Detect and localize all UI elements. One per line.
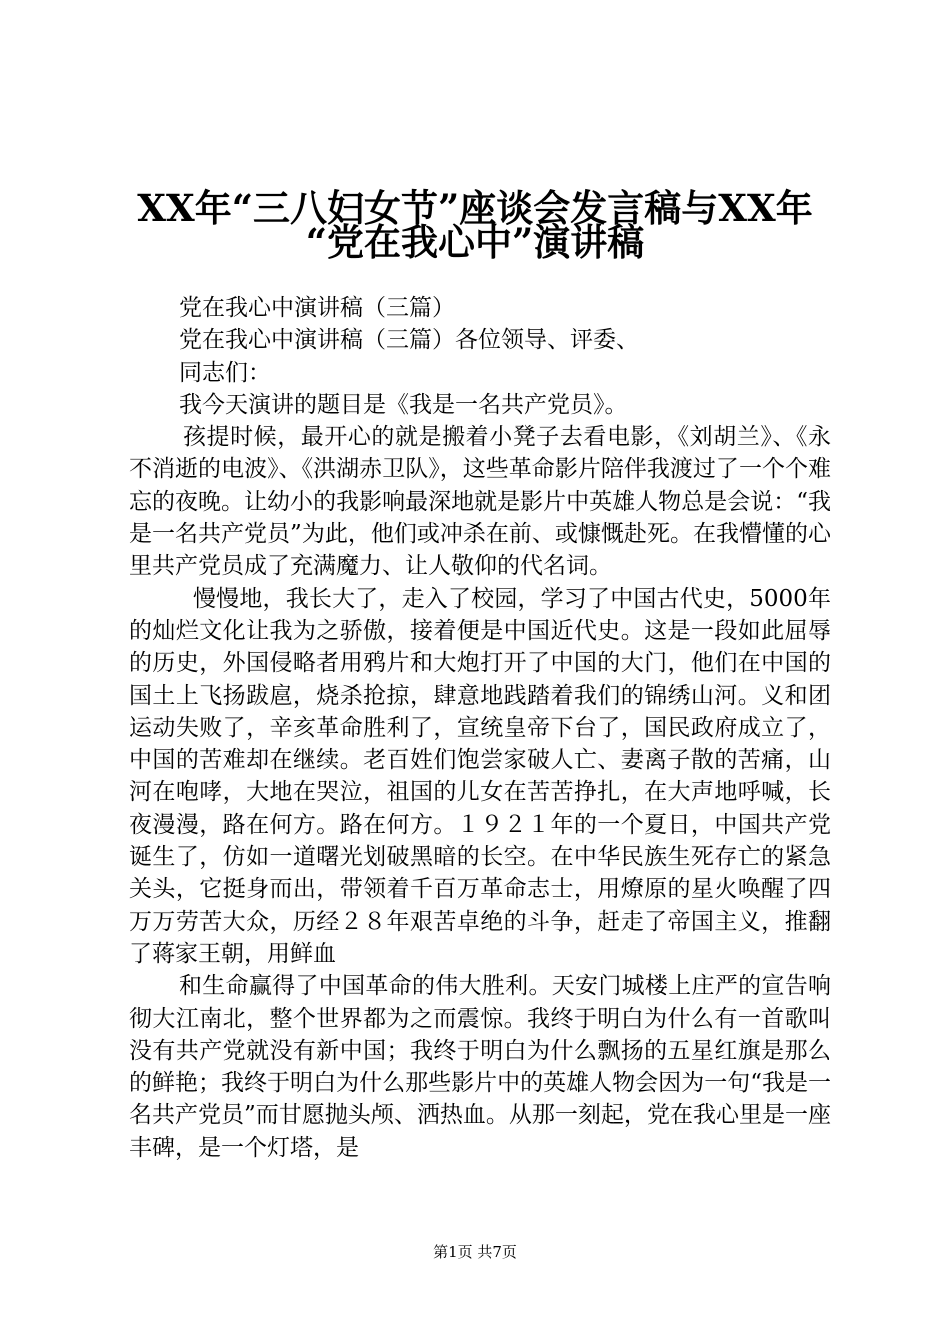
document-title-line-2: “党在我心中”演讲稿 <box>305 220 645 264</box>
paragraph-salutation: 党在我心中演讲稿（三篇）各位领导、评委、 <box>179 327 639 354</box>
paragraph-heading: 党在我心中演讲稿（三篇） <box>179 295 455 321</box>
paragraph-victory: 和生命赢得了中国革命的伟大胜利。天安门城楼上庄严的宣告响彻大江南北，整个世界都为之而震惊。我终于明白为什么有一首歌叫没有共产党就没有新中国；我终于明白为什么飘扬的五星红旗是那么的鲜艳；我终于明白为什么那些影片中的英雄人物会因为一句“我是一名共产党员”而甘愿抛头颅、洒热血。从那一刻起，党在我心里是一座丰碑，是一个灯塔，是 <box>129 973 831 1161</box>
paragraph-history: 慢慢地，我长大了，走入了校园，学习了中国古代史，5000年的灿烂文化让我为之骄傲，接着便是中国近代史。这是一段如此屈辱的历史，外国侵略者用鸦片和大炮打开了中国的大门，他们在中国的国土上飞扬跋扈，烧杀抢掠，肆意地践踏着我们的锦绣山河。义和团运动失败了，辛亥革命胜利了，宣统皇帝下台了，国民政府成立了，中国的苦难却在继续。老百姓们饱尝家破人亡、妻离子散的苦痛，山河在咆哮，大地在哭泣，祖国的儿女在苦苦挣扎，在大声地呼喊，长夜漫漫，路在何方。路在何方。１９２１年的一个夏日，中国共产党诞生了，仿如一道曙光划破黑暗的长空。在中华民族生死存亡的紧急关头，它挺身而出，带领着千百万革命志士，用燎原的星火唤醒了四万万劳苦大众，历经２８年艰苦卓绝的斗争，赶走了帝国主义，推翻了蒋家王朝，用鲜血 <box>129 585 831 967</box>
document-body <box>129 292 831 1164</box>
page-total: 共7页 <box>477 1243 517 1261</box>
document-title-line-1: XX年“三八妇女节”座谈会发言稿与XX年 <box>137 186 813 230</box>
page-number: 第1页 <box>433 1243 473 1261</box>
page-footer <box>0 1242 950 1262</box>
paragraph-childhood: 孩提时候，最开心的就是搬着小凳子去看电影，《刘胡兰》、《永不消逝的电波》、《洪湖赤卫队》，这些革命影片陪伴我渡过了一个个难忘的夜晚。让幼小的我影响最深地就是影片中英雄人物总是会说：“我是一名共产党员”为此，他们或冲杀在前、或慷慨赴死。在我懵懂的心里共产党员成了充满魔力、让人敬仰的代名词。 <box>129 424 831 580</box>
paragraph-comrades: 同志们： <box>179 359 271 386</box>
paragraph-topic: 我今天演讲的题目是《我是一名共产党员》。 <box>179 391 628 418</box>
